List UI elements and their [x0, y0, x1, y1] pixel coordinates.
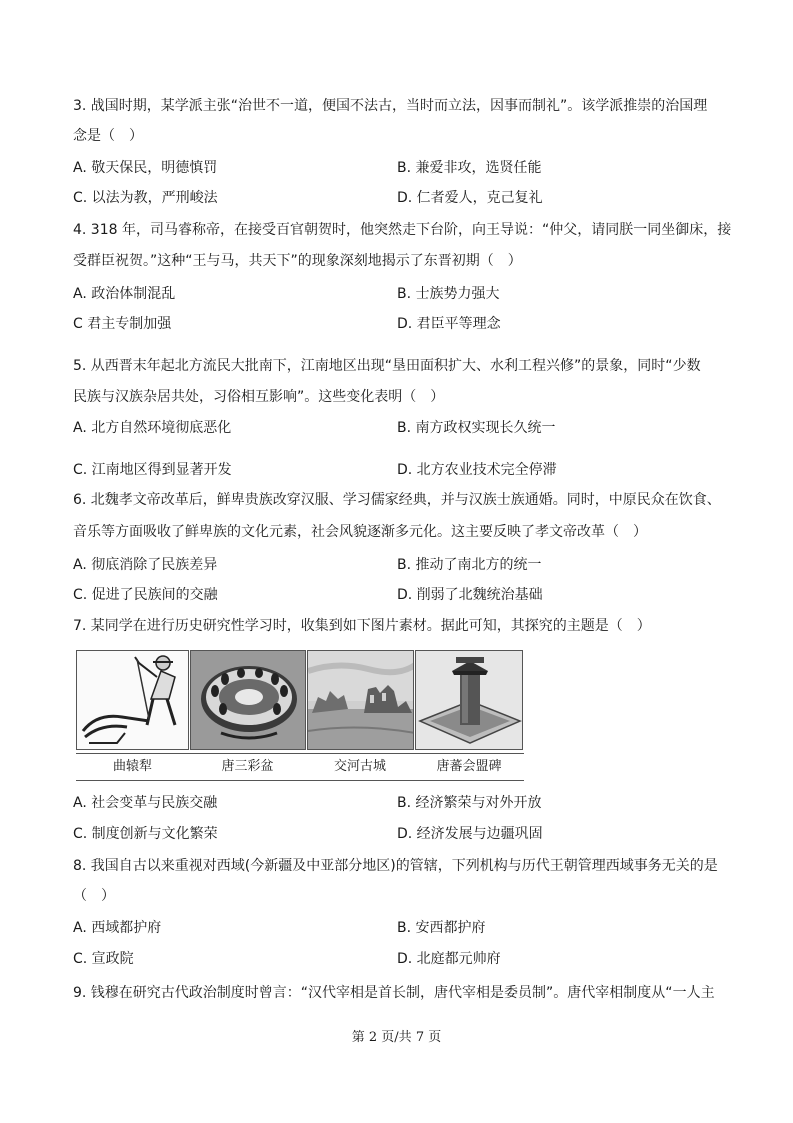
- q3-option-a: A. 敬天保民，明德慎罚: [73, 160, 218, 176]
- q6-option-a: A. 彻底消除了民族差异: [73, 557, 218, 573]
- q7-captions: [76, 753, 524, 781]
- q9-stem-line1: 9. 钱穆在研究古代政治制度时曾言：“汉代宰相是首长制，唐代宰相是委员制”。唐代宰相制度从“一人主: [73, 985, 715, 1001]
- q4-option-b: B. 士族势力强大: [397, 286, 500, 302]
- q3-option-b: B. 兼爱非攻，选贤任能: [397, 160, 542, 176]
- q5-option-a: A. 北方自然环境彻底恶化: [73, 420, 232, 436]
- q7-option-d: D. 经济发展与边疆巩固: [397, 826, 543, 842]
- q6-stem-line1: 6. 北魏孝文帝改革后，鲜卑贵族改穿汉服、学习儒家经典，并与汉族士族通婚。同时，中原民众在饮食、: [73, 492, 721, 508]
- caption-tang-sancai-bowl: 唐三彩盆: [221, 759, 274, 774]
- q6-option-d: D. 削弱了北魏统治基础: [397, 587, 543, 603]
- q4-option-a: A. 政治体制混乱: [73, 286, 176, 302]
- tang-tibet-alliance-stele-image: [415, 650, 523, 750]
- q3-option-c: C. 以法为教，严刑峻法: [73, 190, 218, 206]
- q8-option-c: C. 宣政院: [73, 951, 134, 967]
- page-number: 第 2 页/共 7 页: [351, 1030, 442, 1045]
- quyuan-plough-image: [76, 650, 189, 750]
- q4-stem-line1: 4. 318 年，司马睿称帝，在接受百官朝贺时，他突然走下台阶，向王导说：“仲父，请同朕一同坐御床，接: [73, 222, 732, 238]
- q3-stem-line1: 3. 战国时期，某学派主张“治世不一道，便国不法古，当时而立法，因事而制礼”。该学派推崇的治国理: [73, 98, 708, 114]
- q5-option-b: B. 南方政权实现长久统一: [397, 420, 556, 436]
- q8-stem-line2: （ ）: [73, 888, 115, 904]
- q8-stem-line1: 8. 我国自古以来重视对西域(今新疆及中亚部分地区)的管辖，下列机构与历代王朝管理西域事务无关的是: [73, 858, 718, 874]
- q3-stem-line2: 念是（ ）: [73, 128, 143, 144]
- q4-option-d: D. 君臣平等理念: [397, 316, 501, 332]
- caption-jiaohe-ancient-city: 交河古城: [333, 759, 386, 774]
- q4-option-c: C 君主专制加强: [73, 316, 172, 332]
- q5-option-d: D. 北方农业技术完全停滞: [397, 462, 557, 478]
- q8-option-a: A. 西域都护府: [73, 920, 162, 936]
- q7-photos: [76, 650, 524, 750]
- q7-stem-line1: 7. 某同学在进行历史研究性学习时，收集到如下图片素材。据此可知，其探究的主题是（ ）: [73, 618, 651, 634]
- q7-option-a: A. 社会变革与民族交融: [73, 795, 218, 811]
- q6-option-b: B. 推动了南北方的统一: [397, 557, 542, 573]
- caption-tang-tibet-stele: 唐蕃会盟碑: [436, 759, 502, 774]
- q5-option-c: C. 江南地区得到显著开发: [73, 462, 232, 478]
- q7-image-strip: [76, 650, 524, 780]
- q6-option-c: C. 促进了民族间的交融: [73, 587, 218, 603]
- jiaohe-ancient-city-image: [307, 650, 414, 750]
- q3-option-d: D. 仁者爱人，克己复礼: [397, 190, 543, 206]
- tang-sancai-bowl-image: [190, 650, 306, 750]
- q4-stem-line2: 受群臣祝贺。”这种“王与马，共天下”的现象深刻地揭示了东晋初期（ ）: [73, 253, 522, 269]
- q8-option-b: B. 安西都护府: [397, 920, 486, 936]
- q5-stem-line1: 5. 从西晋末年起北方流民大批南下，江南地区出现“垦田面积扩大、水利工程兴修”的景象，同时“少数: [73, 358, 701, 374]
- q6-stem-line2: 音乐等方面吸收了鲜卑族的文化元素，社会风貌逐渐多元化。这主要反映了孝文帝改革（ ）: [73, 524, 647, 540]
- caption-quyuan-plough: 曲辕犁: [112, 759, 152, 774]
- q8-option-d: D. 北庭都元帅府: [397, 951, 501, 967]
- q7-option-c: C. 制度创新与文化繁荣: [73, 826, 218, 842]
- q7-option-b: B. 经济繁荣与对外开放: [397, 795, 542, 811]
- q5-stem-line2: 民族与汉族杂居共处，习俗相互影响”。这些变化表明（ ）: [73, 389, 445, 405]
